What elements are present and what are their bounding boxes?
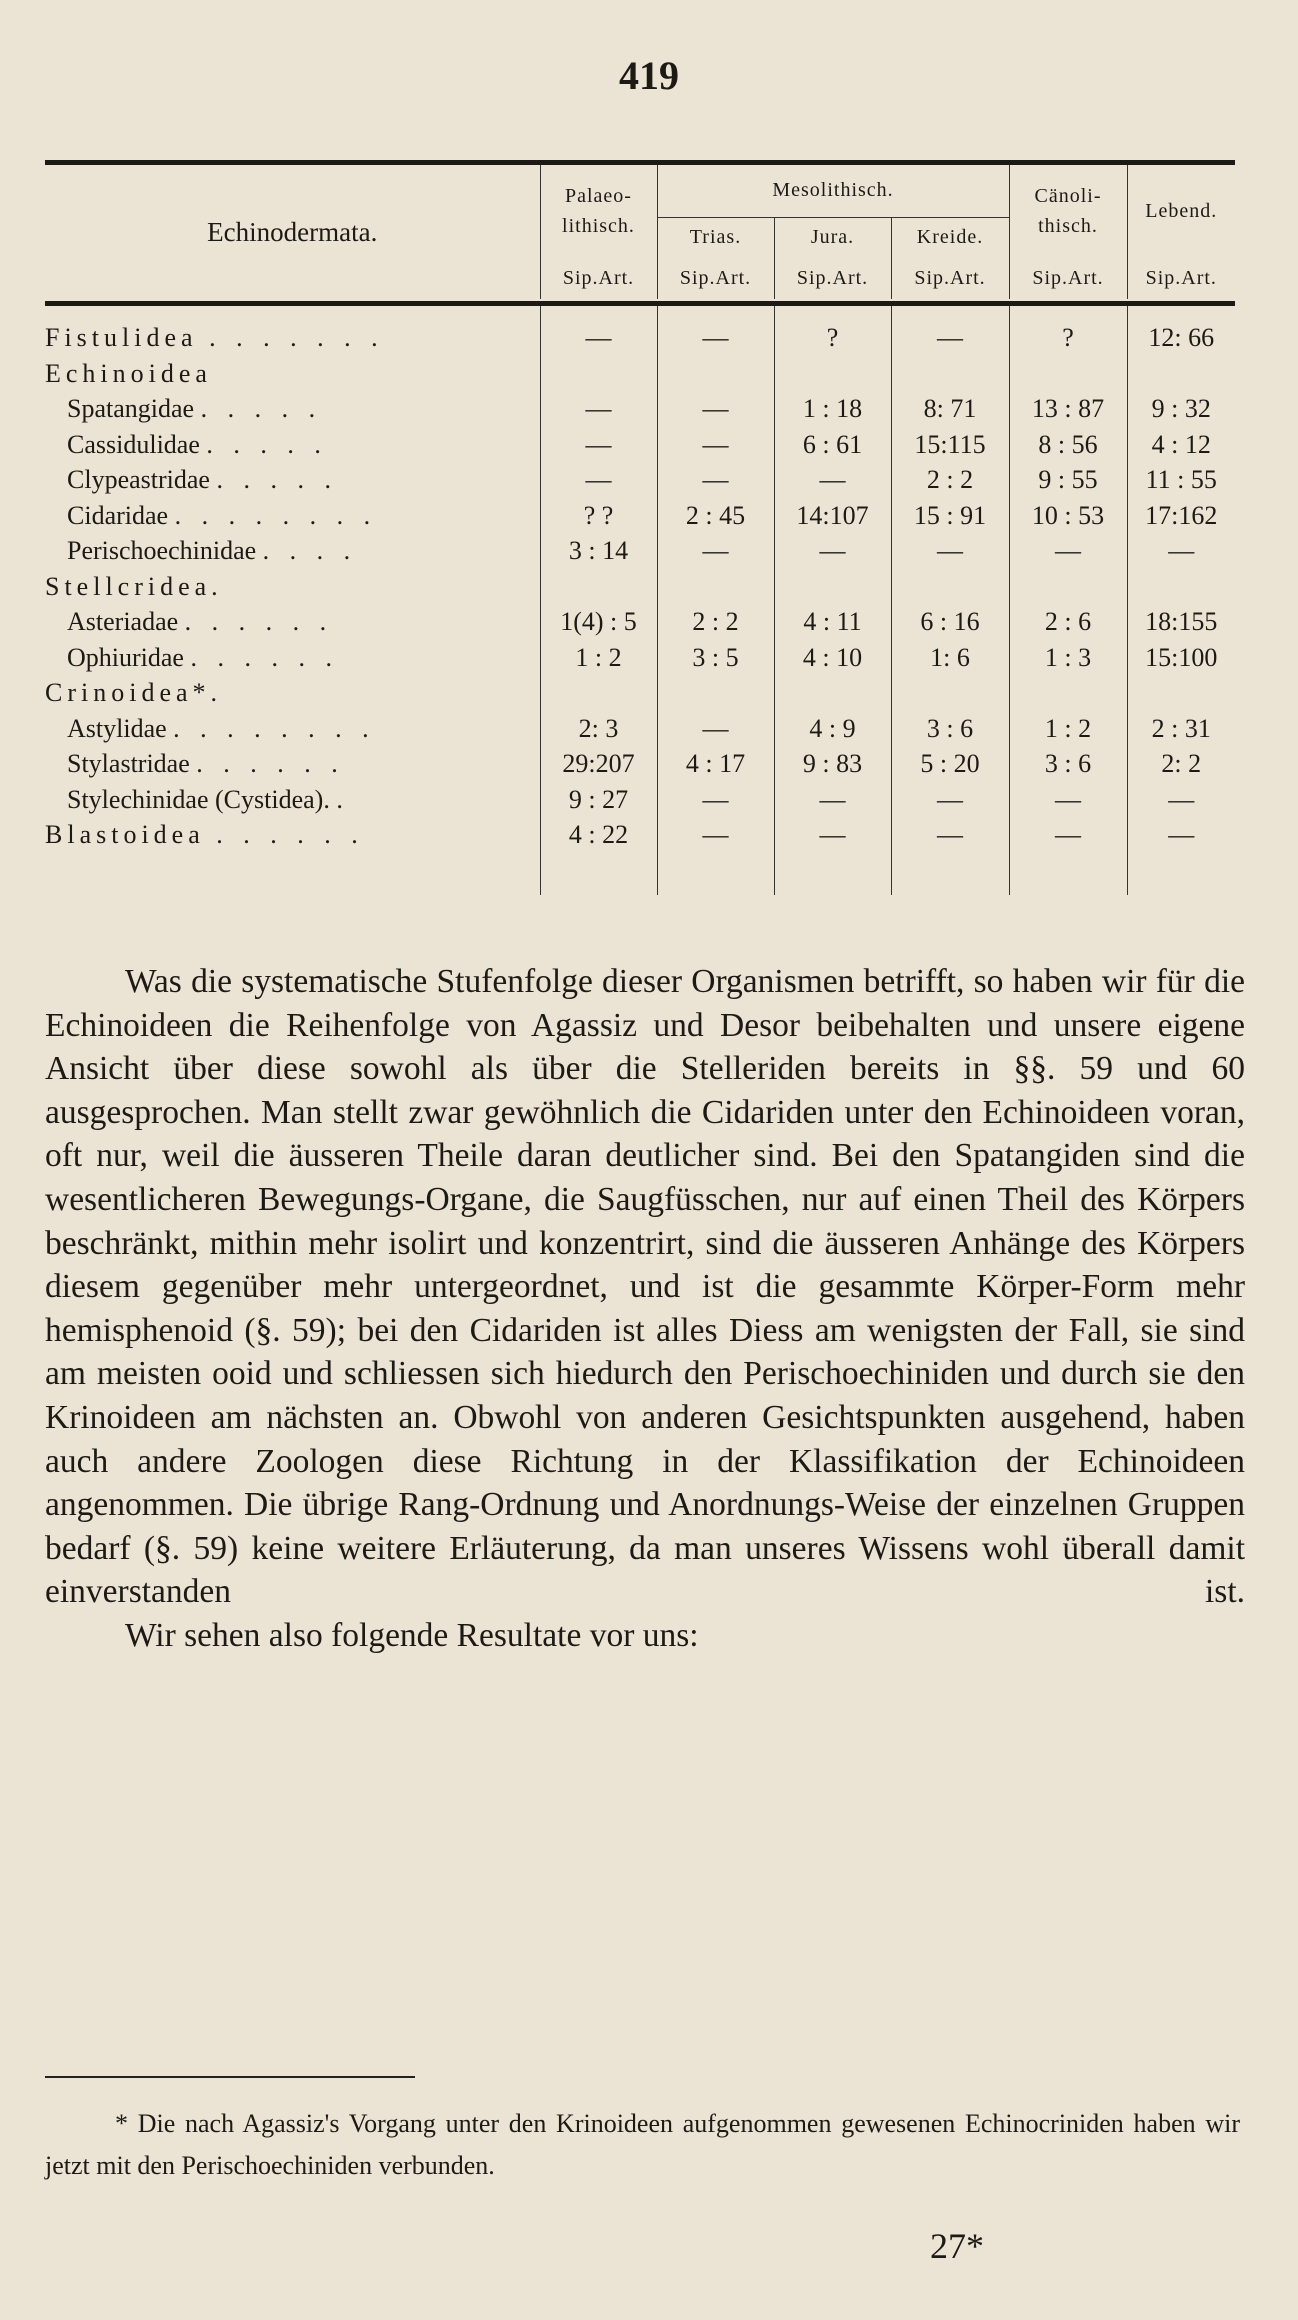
cell: 15:115 <box>891 427 1009 463</box>
cell: 4 : 11 <box>774 604 891 640</box>
cell: — <box>657 711 774 747</box>
row-dots: . . . . . . <box>216 820 365 850</box>
cell: 8: 71 <box>891 391 1009 427</box>
row-name: Asteriadae <box>67 607 179 637</box>
table-row <box>45 640 1235 676</box>
cell: 17:162 <box>1127 498 1235 534</box>
header-sip: Sip.Art. <box>657 257 774 299</box>
cell: — <box>774 533 891 569</box>
cell: — <box>657 391 774 427</box>
table-row <box>45 320 1235 356</box>
cell: ? <box>774 320 891 356</box>
cell: 1(4) : 5 <box>540 604 657 640</box>
cell: — <box>540 391 657 427</box>
cell: 2 : 6 <box>1009 604 1127 640</box>
cell: 5 : 20 <box>891 746 1009 782</box>
cell: — <box>540 462 657 498</box>
row-dots: . . . . . <box>206 429 328 459</box>
cell <box>657 569 774 605</box>
cell: 1 : 18 <box>774 391 891 427</box>
cell <box>1009 356 1127 392</box>
row-dots: . . . . . . <box>190 642 339 672</box>
cell: 2 : 45 <box>657 498 774 534</box>
header-title: Echinodermata. <box>207 216 378 247</box>
header-sip: Sip.Art. <box>774 257 891 299</box>
row-name: Ophiuridae <box>67 642 184 672</box>
cell: 14:107 <box>774 498 891 534</box>
header-sip: Sip.Art. <box>891 257 1009 299</box>
header-kreide: Kreide. <box>891 217 1009 257</box>
header-sip: Sip.Art. <box>540 257 657 299</box>
cell <box>891 569 1009 605</box>
cell: 3 : 14 <box>540 533 657 569</box>
cell: — <box>657 320 774 356</box>
body-text <box>45 960 1245 1658</box>
cell: 4 : 12 <box>1127 427 1235 463</box>
cell <box>657 675 774 711</box>
cell <box>540 569 657 605</box>
table-row <box>45 356 1235 392</box>
header-trias: Trias. <box>657 217 774 257</box>
cell: 3 : 6 <box>891 711 1009 747</box>
cell: — <box>540 320 657 356</box>
table-row <box>45 533 1235 569</box>
cell <box>1127 569 1235 605</box>
cell: — <box>774 462 891 498</box>
cell: 29:207 <box>540 746 657 782</box>
cell <box>540 356 657 392</box>
row-dots: . . . . . . <box>184 607 334 637</box>
table-row <box>45 427 1235 463</box>
row-dots: . . . . . . . . <box>173 713 376 743</box>
cell: — <box>774 782 891 818</box>
cell: 6 : 16 <box>891 604 1009 640</box>
cell: 15 : 91 <box>891 498 1009 534</box>
table-row <box>45 817 1235 853</box>
header-sip: Sip.Art. <box>1009 257 1127 299</box>
cell: 4 : 10 <box>774 640 891 676</box>
cell <box>774 356 891 392</box>
row-dots: . . . . . . . . <box>174 500 378 530</box>
footnote-text: * Die nach Agassiz's Vorgang unter den Krinoideen aufgenommen gewesenen Echinocriniden haben wir jetzt mit den Perischoechiniden verbunden. <box>45 2109 1240 2180</box>
cell: — <box>891 320 1009 356</box>
cell <box>774 675 891 711</box>
cell: 8 : 56 <box>1009 427 1127 463</box>
paragraph: Wir sehen also folgende Resultate vor uns: <box>125 1616 699 1654</box>
page-number: 419 <box>619 53 679 98</box>
cell: — <box>891 817 1009 853</box>
cell <box>774 569 891 605</box>
row-name: Fistulidea <box>45 323 198 353</box>
row-dots: . . . . <box>262 536 358 566</box>
row-name: Cidaridae <box>67 500 169 530</box>
cell: — <box>1009 817 1127 853</box>
table-row <box>45 746 1235 782</box>
cell: — <box>1127 817 1235 853</box>
cell: — <box>1127 782 1235 818</box>
row-dots: . . . . . <box>200 394 323 424</box>
cell: 2 : 31 <box>1127 711 1235 747</box>
cell <box>657 356 774 392</box>
cell: 10 : 53 <box>1009 498 1127 534</box>
row-name: Perischoechinidae <box>67 536 257 566</box>
table-row <box>45 675 1235 711</box>
cell: 9 : 32 <box>1127 391 1235 427</box>
cell: 1 : 2 <box>540 640 657 676</box>
footnote-rule <box>45 2076 415 2078</box>
cell <box>1127 675 1235 711</box>
cell: 2: 2 <box>1127 746 1235 782</box>
statistics-table <box>45 160 1235 895</box>
cell: 3 : 6 <box>1009 746 1127 782</box>
table-row <box>45 462 1235 498</box>
header-jura: Jura. <box>774 217 891 257</box>
cell: 1: 6 <box>891 640 1009 676</box>
cell: 11 : 55 <box>1127 462 1235 498</box>
cell: ? <box>1009 320 1127 356</box>
cell: 1 : 2 <box>1009 711 1127 747</box>
cell: — <box>1009 782 1127 818</box>
cell: 2: 3 <box>540 711 657 747</box>
table-row <box>45 391 1235 427</box>
cell: 9 : 55 <box>1009 462 1127 498</box>
row-dots: . . . . . <box>216 465 338 495</box>
header-meso: Mesolithisch. <box>657 165 1009 217</box>
cell: — <box>1127 533 1235 569</box>
row-name: Stylechinidae (Cystidea). <box>67 784 330 814</box>
row-name: Stylastridae <box>67 749 190 779</box>
header-palaeo: Palaeo-lithisch. <box>540 165 657 257</box>
cell: 2 : 2 <box>891 462 1009 498</box>
row-name: Echinoidea <box>45 358 212 388</box>
row-dots: . <box>336 784 350 814</box>
cell <box>1009 675 1127 711</box>
cell <box>1009 569 1127 605</box>
cell: — <box>657 462 774 498</box>
row-name: Clypeastridae <box>67 465 210 495</box>
row-name: Crinoidea*. <box>45 678 223 708</box>
row-name: Cassidulidae <box>67 429 200 459</box>
cell: 3 : 5 <box>657 640 774 676</box>
cell: 4 : 17 <box>657 746 774 782</box>
cell: 18:155 <box>1127 604 1235 640</box>
row-name: Astylidae <box>67 713 167 743</box>
table-body <box>45 306 1235 895</box>
cell: ? ? <box>540 498 657 534</box>
cell: 13 : 87 <box>1009 391 1127 427</box>
cell <box>891 675 1009 711</box>
cell: — <box>891 782 1009 818</box>
row-dots: . . . . . . <box>196 749 345 779</box>
cell: 15:100 <box>1127 640 1235 676</box>
cell: — <box>774 817 891 853</box>
row-name: Spatangidae <box>67 394 195 424</box>
table-row <box>45 569 1235 605</box>
cell <box>540 675 657 711</box>
signature-mark: 27* <box>930 2226 984 2266</box>
header-lebend: Lebend. <box>1127 165 1235 257</box>
cell: — <box>540 427 657 463</box>
cell: — <box>891 533 1009 569</box>
table-row <box>45 782 1235 818</box>
cell: 4 : 9 <box>774 711 891 747</box>
header-caeno: Cänoli-thisch. <box>1009 165 1127 257</box>
cell: 9 : 83 <box>774 746 891 782</box>
cell: — <box>657 427 774 463</box>
cell: — <box>657 782 774 818</box>
footnote <box>45 2103 1240 2187</box>
cell: 4 : 22 <box>540 817 657 853</box>
table-row <box>45 498 1235 534</box>
cell: 12: 66 <box>1127 320 1235 356</box>
table-row <box>45 604 1235 640</box>
table-header <box>45 165 1235 299</box>
cell: 6 : 61 <box>774 427 891 463</box>
cell: — <box>657 533 774 569</box>
row-dots: . . . . . . . <box>209 323 385 353</box>
cell: 9 : 27 <box>540 782 657 818</box>
row-name: Stellcridea. <box>45 571 223 601</box>
cell: — <box>1009 533 1127 569</box>
cell <box>1127 356 1235 392</box>
row-name: Blastoidea <box>45 820 205 850</box>
cell: 2 : 2 <box>657 604 774 640</box>
cell: — <box>657 817 774 853</box>
cell: 1 : 3 <box>1009 640 1127 676</box>
table-row <box>45 711 1235 747</box>
cell <box>891 356 1009 392</box>
paragraph: Was die systematische Stufenfolge dieser Organismen betrifft, so haben wir für die Echinoideen die Reihenfolge von Agassiz und Desor beibehalten und unsere eigene Ansicht über diese sowohl als über die Stelleriden bereits in §§. 59 und 60 ausgesprochen. Man stellt zwar gewöhnlich die Cidariden unter den Echinoideen voran, oft nur, weil die äusseren Theile daran deutlicher sind. Bei den Spatangiden sind die wesentlicheren Bewegungs-Organe, die Saugfüsschen, nur auf einen Theil des Körpers beschränkt, mithin mehr isolirt und konzentrirt, sind die äusseren Anhänge des Körpers diesem gegenüber mehr untergeordnet, und ist die gesammte Körper-Form mehr hemisphenoid (§. 59); bei den Cidariden ist alles Diess am wenigsten der Fall, sie sind am meisten ooid und schliessen sich hiedurch den Perischoechiniden und durch sie den Krinoideen am nächsten an. Obwohl von anderen Gesichtspunkten ausgehend, haben auch andere Zoologen diese Richtung in der Klassifikation der Echinoideen angenommen. Die übrige Rang-Ordnung und Anordnungs-Weise der einzelnen Gruppen bedarf (§. 59) keine weitere Erläuterung, da man unseres Wissens wohl überall damit einverstanden ist. <box>45 963 1245 1611</box>
header-sip: Sip.Art. <box>1127 257 1235 299</box>
